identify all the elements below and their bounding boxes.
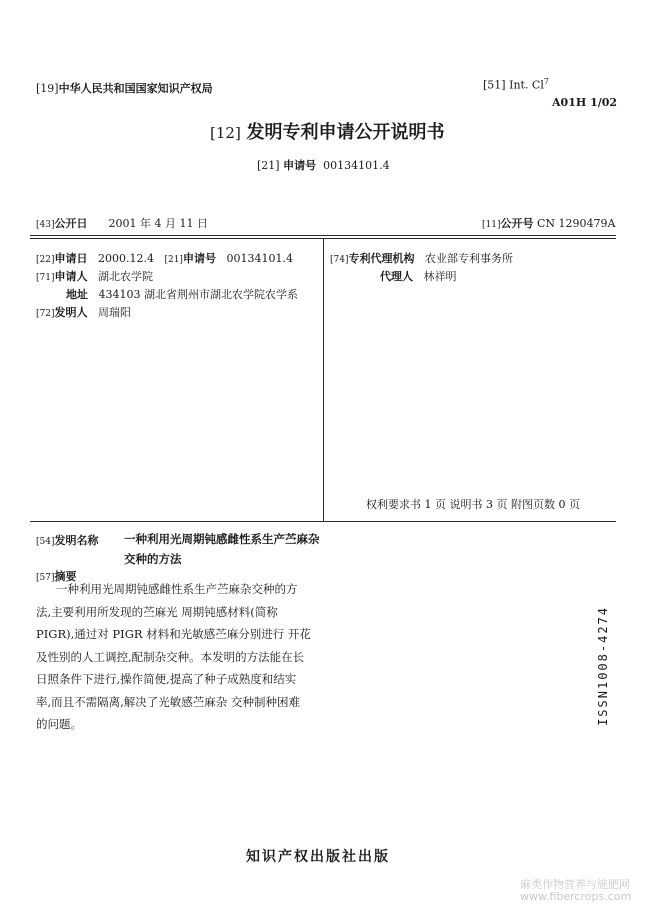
applicant-tag: [71] <box>36 273 55 283</box>
filing-value: 2000.12.4 <box>97 252 154 265</box>
address-label: 地址 <box>66 288 88 301</box>
application-number-line <box>257 157 390 173</box>
office-name: 中华人民共和国国家知识产权局 <box>58 82 213 95</box>
applicant-label: 申请人 <box>54 270 88 283</box>
invention-title-line2: 交种的方法 <box>124 552 182 566</box>
abstract-tag: [57] <box>36 573 55 583</box>
appno2-tag: [21] <box>164 255 183 265</box>
publication-date-line <box>36 215 208 231</box>
office-tag: [19] <box>36 82 59 95</box>
pubno-tag: [11] <box>482 220 501 230</box>
divider-middle <box>30 521 616 522</box>
abstract-line: 法,主要利用所发现的苎麻光 周期钝感材料(简称 <box>36 604 278 619</box>
filing-tag: [22] <box>36 255 55 265</box>
agency-label: 专利代理机构 <box>348 252 415 265</box>
watermark-line1: 麻类作物营养与施肥网 <box>520 878 630 891</box>
invention-title-label <box>36 532 98 548</box>
agent-line <box>380 268 457 284</box>
doc-type: 发明专利申请公开说明书 <box>246 122 445 143</box>
appno-label: 申请号 <box>283 159 317 172</box>
agency-value: 农业部专利事务所 <box>424 252 513 265</box>
abstract-line: 的问题。 <box>36 717 82 731</box>
agency-line <box>330 250 513 266</box>
inventor-label: 发明人 <box>54 306 88 319</box>
inventor-value: 周瑞阳 <box>97 306 131 319</box>
int-cl-line <box>483 77 549 92</box>
applicant-value: 湖北农学院 <box>97 270 153 283</box>
address-line <box>66 286 298 302</box>
intcl-tag: [51] <box>483 78 506 92</box>
pages-summary: 权利要求书 1 页 说明书 3 页 附图页数 0 页 <box>366 498 580 511</box>
title-tag: [54] <box>36 537 55 547</box>
classification-code: A01H 1/02 <box>552 96 618 109</box>
appno-tag: [21] <box>257 159 280 172</box>
document-type-title <box>210 118 445 144</box>
applicant-line <box>36 268 153 284</box>
inventor-line <box>36 304 131 320</box>
abstract-line: 及性别的人工调控,配制杂交种。本发明的方法能在长 <box>36 649 305 664</box>
appno-value: 00134101.4 <box>323 159 390 172</box>
appno2-label: 申请号 <box>182 252 216 265</box>
intcl-sup: 7 <box>543 77 549 86</box>
office-line <box>36 80 213 96</box>
abstract-label-text: 摘要 <box>54 570 77 583</box>
agent-label: 代理人 <box>380 270 413 283</box>
pubno-label: 公开号 <box>500 217 534 230</box>
abstract-line: PIGR),通过对 PIGR 材料和光敏感苎麻分别进行 开花 <box>36 627 311 641</box>
appno2-value: 00134101.4 <box>226 252 293 265</box>
divider-top <box>30 235 616 236</box>
address-value: 434103 湖北省荆州市湖北农学院农学系 <box>98 288 298 301</box>
intcl-label: Int. Cl <box>509 78 544 92</box>
pubdate-label: 公开日 <box>54 217 88 230</box>
pubno-value: CN 1290479A <box>536 217 616 230</box>
filing-line <box>36 250 293 266</box>
abstract-line: 率,而且不需隔离,解决了光敏感苎麻杂 交种制种困难 <box>36 694 300 709</box>
abstract-body <box>36 578 324 736</box>
pubdate-value: 2001 年 4 月 11 日 <box>108 217 208 230</box>
column-divider <box>323 239 324 521</box>
issn-vertical: ISSN1008-4274 <box>596 606 610 726</box>
publication-number-line <box>482 215 615 231</box>
invention-title-line1: 一种利用光周期钝感雌性系生产苎麻杂 <box>124 532 320 546</box>
agent-value: 林祥明 <box>423 270 457 283</box>
abstract-line: 日照条件下进行,操作简便,提高了种子成熟度和结实 <box>36 672 297 686</box>
inventor-tag: [72] <box>36 309 55 319</box>
abstract-line: 一种利用光周期钝感雌性系生产苎麻杂交种的方 <box>56 582 298 596</box>
publisher-footer: 知识产权出版社出版 <box>246 849 390 865</box>
agency-tag: [74] <box>330 255 349 265</box>
doc-type-tag: [12] <box>210 124 241 142</box>
filing-label: 申请日 <box>54 252 88 265</box>
title-label: 发明名称 <box>54 534 99 547</box>
pubdate-tag: [43] <box>36 220 55 230</box>
watermark-line2: www.fibercrops.com <box>520 890 632 903</box>
